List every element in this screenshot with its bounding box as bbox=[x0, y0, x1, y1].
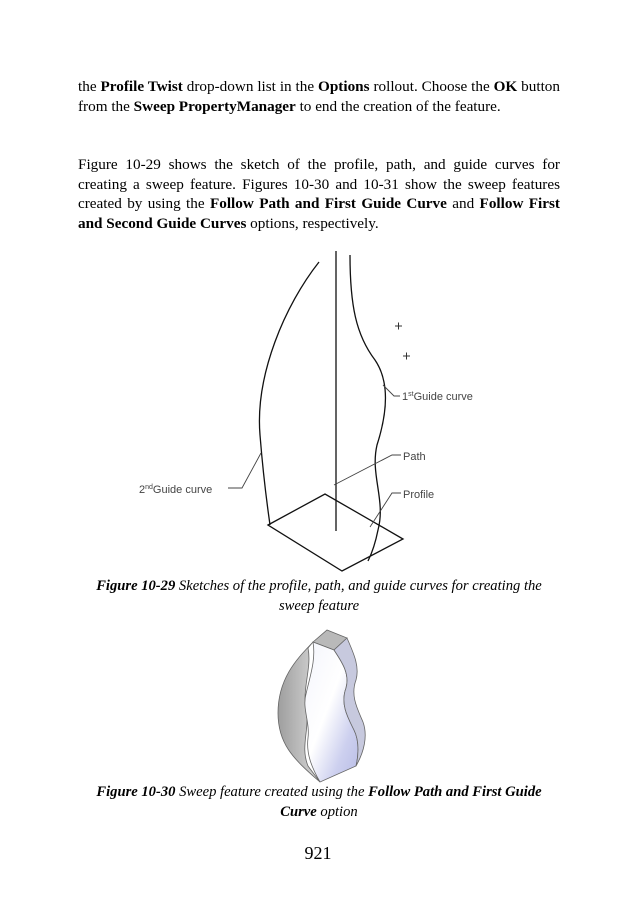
follow-path-first-guide-term: Follow Path and First Guide Curve bbox=[209, 195, 447, 212]
profile-label: Profile bbox=[403, 489, 435, 501]
sweep-propertymanager-term: Sweep PropertyManager bbox=[133, 97, 296, 115]
ok-term: OK bbox=[493, 78, 518, 95]
follow-first-second-guide-term: Follow First and Second Guide Curves bbox=[78, 195, 560, 232]
guide2-leader bbox=[228, 453, 261, 488]
caption-30-number: Figure 10-30 bbox=[96, 784, 176, 800]
page-number: 921 bbox=[304, 843, 332, 863]
figure-10-30-solid bbox=[270, 618, 370, 786]
guide1-label: $1st_{Guide curve}$ bbox=[402, 391, 473, 403]
figure-10-30-caption: Figure 10-30 Sweep feature created using the Follow Path and First Guide Curve option bbox=[96, 784, 542, 820]
figure-10-29-caption: Figure 10-29 Sketches of the profile, path, and guide curves for creating the sweep feature bbox=[96, 578, 542, 614]
paragraph-2: Figure 10-29 shows the sketch of the profile, path, and guide curves for creating a sweep feature. Figures 10-30 and 10-31 show the sweep features created by using the Follow Path and First Guide Curve and Follow First and Second Guide Curves options, respectively. bbox=[78, 156, 560, 232]
figure-10-29-sketch bbox=[130, 245, 510, 575]
caption-30-bold-term: Follow Path and First Guide Curve bbox=[280, 784, 542, 820]
profile-twist-term: Profile Twist bbox=[100, 78, 183, 95]
second-guide-curve bbox=[259, 262, 319, 525]
first-guide-curve bbox=[350, 255, 385, 561]
path-leader bbox=[334, 455, 401, 485]
path-label: Path bbox=[403, 451, 426, 463]
guide2-label: $2nd_{Guide curve}$ bbox=[139, 484, 213, 496]
options-term: Options bbox=[318, 78, 370, 95]
paragraph-1: the Profile Twist drop-down list in the Options rollout. Choose the OK button from the Sweep PropertyManager to end the creation of the feature. bbox=[78, 78, 560, 115]
caption-29-number: Figure 10-29 bbox=[96, 578, 176, 594]
